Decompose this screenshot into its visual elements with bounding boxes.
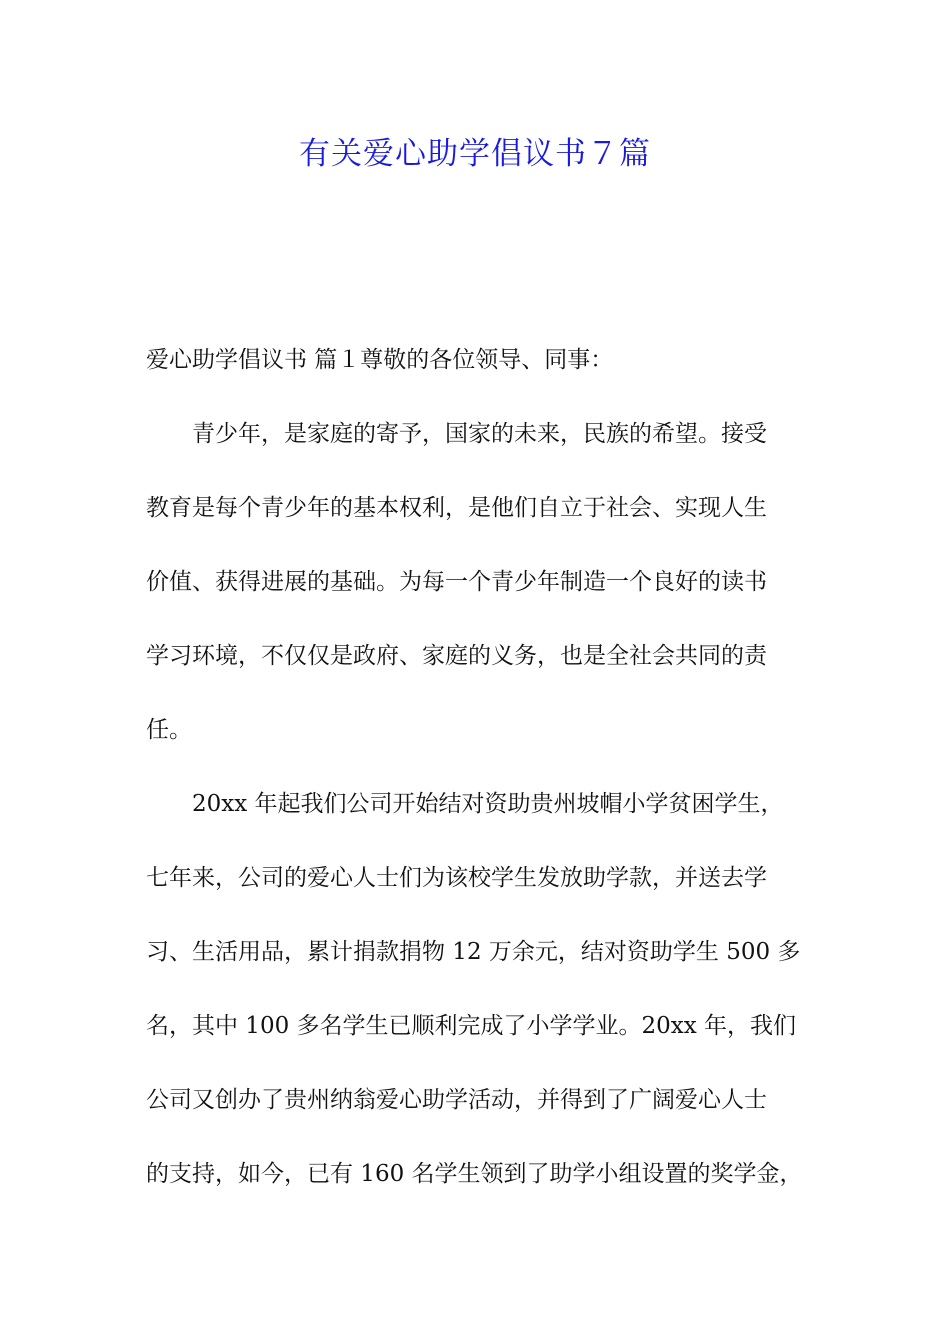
paragraph-1-line-1: 青少年，是家庭的寄予，国家的未来，民族的希望。接受 [192, 421, 767, 447]
paragraph-1-line-3: 价值、获得进展的基础。为每一个青少年制造一个良好的读书 [146, 569, 767, 595]
paragraph-2-line-6: 的支持，如今，已有 160 名学生领到了助学小组设置的奖学金， [146, 1161, 803, 1187]
paragraph-1-line-4: 学习环境，不仅仅是政府、家庭的义务，也是全社会共同的责 [146, 643, 767, 669]
paragraph-2-line-4: 名，其中 100 多名学生已顺利完成了小学学业。20xx 年，我们 [146, 1013, 797, 1039]
paragraph-1-line-5: 任。 [146, 717, 192, 743]
salutation-line: 爱心助学倡议书 篇１尊敬的各位领导、同事： [146, 347, 614, 373]
paragraph-2-line-2: 七年来，公司的爱心人士们为该校学生发放助学款，并送去学 [146, 865, 767, 891]
document-title: 有关爱心助学倡议书７篇 [299, 136, 651, 172]
paragraph-2-line-3: 习、生活用品，累计捐款捐物 12 万余元，结对资助学生 500 多 [146, 939, 801, 965]
paragraph-1-line-2: 教育是每个青少年的基本权利，是他们自立于社会、实现人生 [146, 495, 767, 521]
paragraph-2-line-5: 公司又创办了贵州纳翁爱心助学活动，并得到了广阔爱心人士 [146, 1087, 767, 1113]
paragraph-2-line-1: 20xx 年起我们公司开始结对资助贵州坡帽小学贫困学生， [192, 791, 784, 817]
